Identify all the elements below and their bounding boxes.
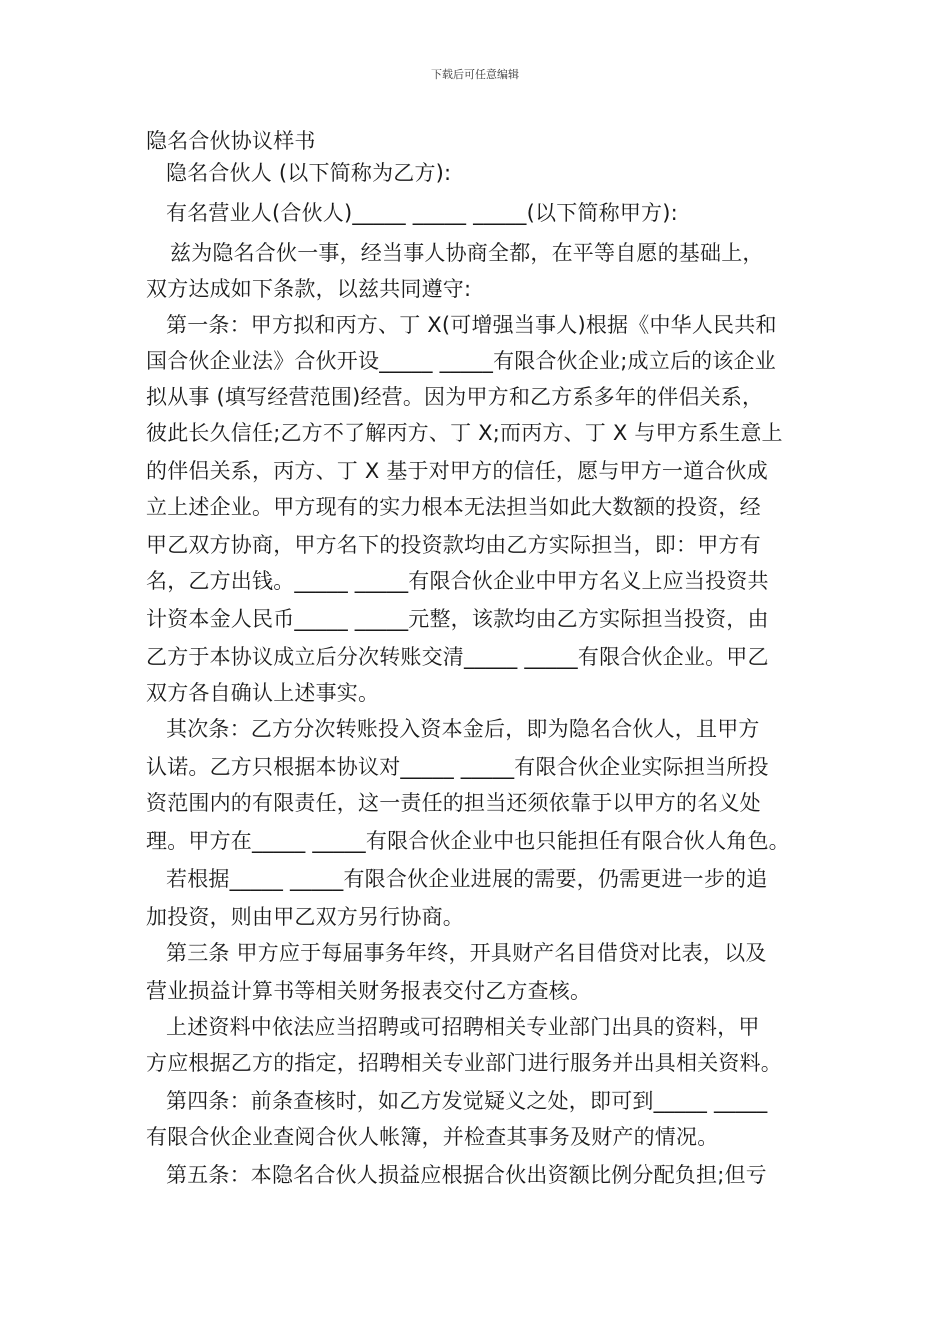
text-line: 资范围内的有限责任，这一责任的担当还须依靠于以甲方的名义处: [146, 791, 761, 815]
text-line: 有限合伙企业查阅合伙人帐簿，并检查其事务及财产的情况。: [146, 1125, 719, 1149]
text-line: 有名营业人(合伙人)_____ _____ _____(以下简称甲方):: [166, 201, 678, 225]
text-line: 第一条：甲方拟和丙方、丁 X(可增强当事人)根据《中华人民共和: [166, 313, 777, 337]
text-line: 加投资，则由甲乙双方另行协商。: [146, 905, 464, 929]
text-line: 隐名合伙人 (以下简称为乙方):: [166, 161, 452, 185]
text-line: 双方各自确认上述事实。: [146, 681, 380, 705]
text-line: 理。甲方在_____ _____有限合伙企业中也只能担任有限合伙人角色。: [146, 829, 790, 853]
text-line: 的伴侣关系，丙方、丁 X 基于对甲方的信任，愿与甲方一道合伙成: [146, 459, 768, 483]
text-line: 第三条 甲方应于每届事务年终，开具财产名目借贷对比表，以及: [166, 941, 767, 965]
text-line: 甲乙双方协商，甲方名下的投资款均由乙方实际担当，即：甲方有: [146, 533, 761, 557]
text-line: 彼此长久信任;乙方不了解丙方、丁 X;而丙方、丁 X 与甲方系生意上: [146, 421, 783, 445]
text-line: 乙方于本协议成立后分次转账交清_____ _____有限合伙企业。甲乙: [146, 645, 769, 669]
text-line: 拟从事 (填写经营范围)经营。因为甲方和乙方系多年的伴侣关系，: [146, 385, 764, 409]
text-line: 方应根据乙方的指定，招聘相关专业部门进行服务并出具相关资料。: [146, 1051, 782, 1075]
page-header: 下载后可任意编辑: [431, 68, 519, 81]
text-line: 第四条：前条查核时，如乙方发觉疑义之处，即可到_____ _____: [166, 1089, 768, 1113]
text-line: 立上述企业。甲方现有的实力根本无法担当如此大数额的投资，经: [146, 495, 761, 519]
text-line: 国合伙企业法》合伙开设_____ _____有限合伙企业;成立后的该企业: [146, 349, 776, 373]
text-line: 营业损益计算书等相关财务报表交付乙方查核。: [146, 979, 592, 1003]
text-line: 若根据_____ _____有限合伙企业进展的需要，仍需更进一步的追: [166, 867, 768, 891]
text-line: 计资本金人民币_____ _____元整，该款均由乙方实际担当投资，由: [146, 607, 769, 631]
text-line: 上述资料中依法应当招聘或可招聘相关专业部门出具的资料，甲: [166, 1015, 760, 1039]
text-line: 兹为隐名合伙一事，经当事人协商全都，在平等自愿的基础上，: [170, 241, 764, 265]
text-line: 第五条：本隐名合伙人损益应根据合伙出资额比例分配负担;但亏: [166, 1163, 767, 1187]
text-line: 双方达成如下条款，以兹共同遵守:: [146, 277, 472, 301]
text-line: 认诺。乙方只根据本协议对_____ _____有限合伙企业实际担当所投: [146, 755, 769, 779]
text-line: 名，乙方出钱。_____ _____有限合伙企业中甲方名义上应当投资共: [146, 569, 769, 593]
text-line: 其次条：乙方分次转账投入资本金后，即为隐名合伙人，且甲方: [166, 717, 760, 741]
document-title: 隐名合伙协议样书: [146, 129, 316, 153]
